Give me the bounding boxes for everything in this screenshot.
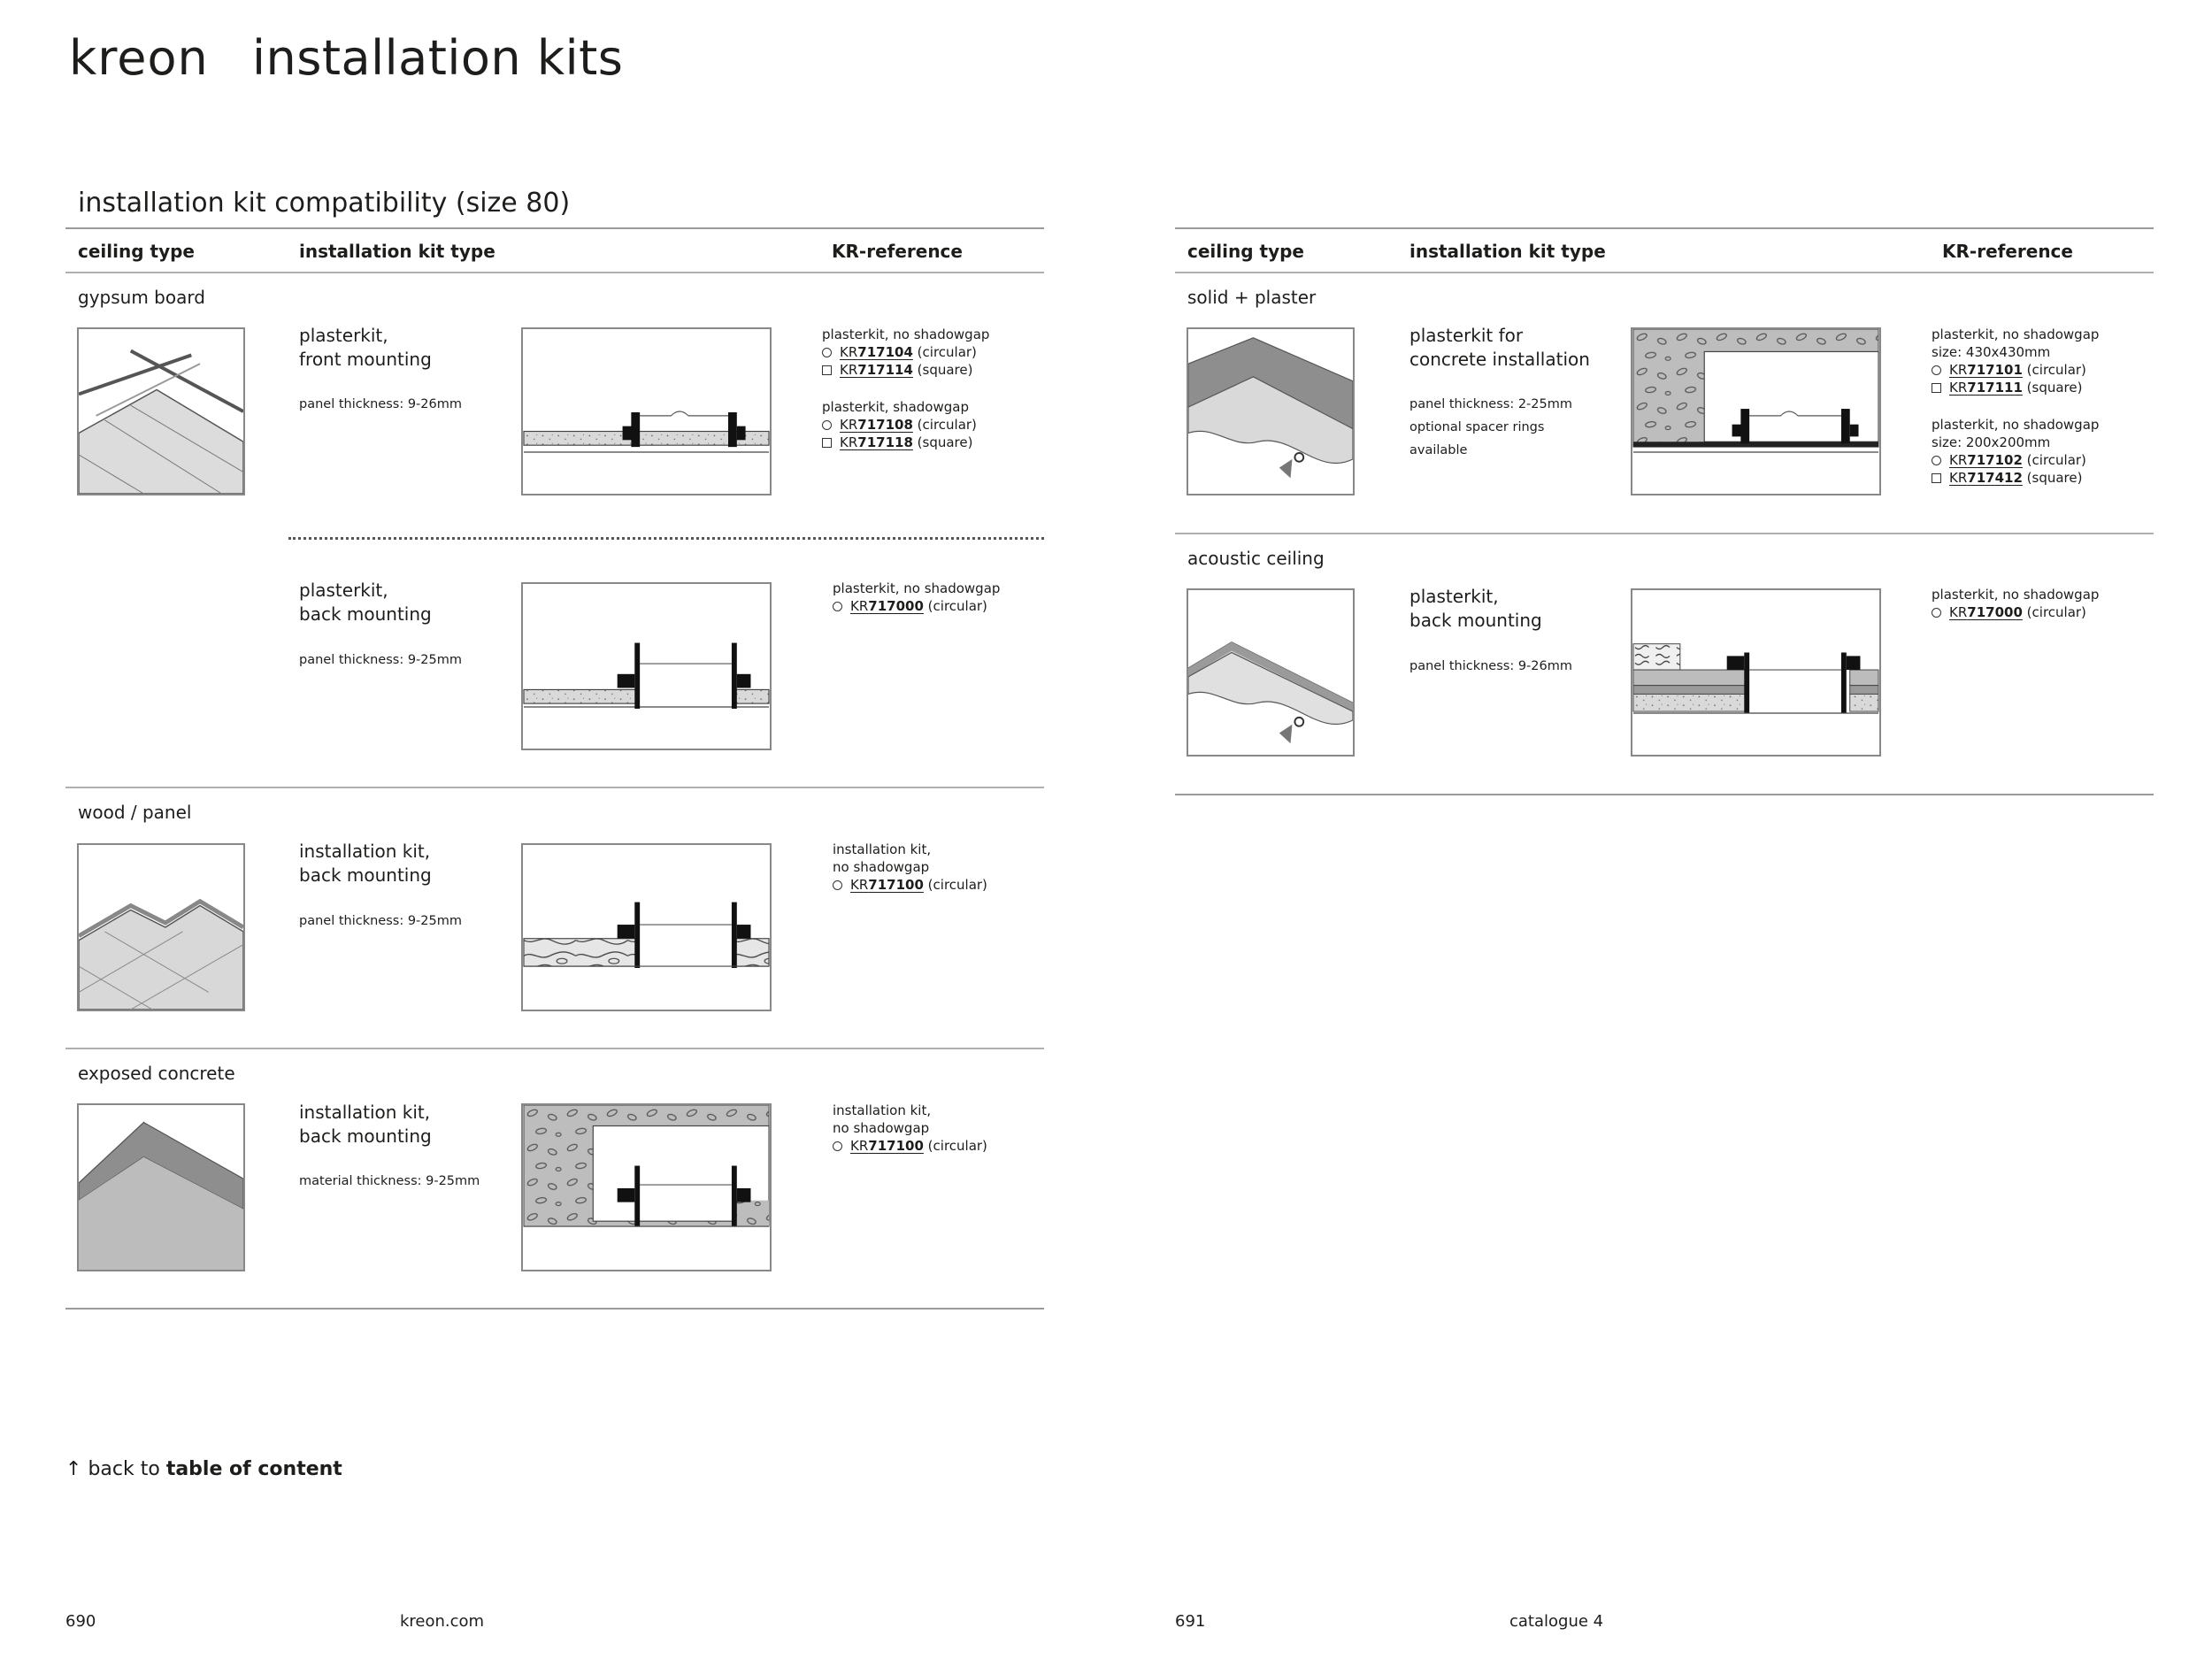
category-gypsum: gypsum board bbox=[78, 287, 205, 308]
ref-row[interactable]: KR717000 (circular) bbox=[1932, 603, 2099, 621]
table-top-rule bbox=[65, 227, 1044, 229]
ref-list-gypsum-back bbox=[833, 580, 1000, 615]
column-header-ceiling: ceiling type bbox=[78, 241, 195, 262]
column-header-ceiling-right: ceiling type bbox=[1187, 241, 1304, 262]
product-code-link[interactable]: KR717100 bbox=[850, 877, 924, 893]
circle-shape-icon bbox=[822, 420, 832, 430]
material-thickness-concrete: material thickness: 9-25mm bbox=[299, 1174, 480, 1188]
panel-thickness-acoustic: panel thickness: 9-26mm bbox=[1409, 659, 1572, 673]
product-code-link[interactable]: KR717118 bbox=[840, 434, 913, 450]
page-number-left: 690 bbox=[65, 1612, 96, 1631]
product-code-link[interactable]: KR717000 bbox=[1949, 604, 2023, 620]
ref-row[interactable]: KR717100 (circular) bbox=[833, 1137, 987, 1155]
ref-row[interactable]: KR717000 (circular) bbox=[833, 597, 1000, 615]
solid-plaster-illustration bbox=[1187, 327, 1355, 495]
header-bottom-rule-right bbox=[1175, 272, 2154, 273]
kit-type-gypsum-back: plasterkit, back mounting bbox=[299, 580, 432, 625]
ref-row[interactable]: KR717114 (square) bbox=[822, 361, 989, 379]
site-url[interactable]: kreon.com bbox=[400, 1612, 485, 1631]
circle-shape-icon bbox=[1932, 365, 1941, 375]
section-drawing-acoustic bbox=[1631, 588, 1881, 757]
section-drawing-gypsum-front bbox=[521, 327, 772, 495]
wood-panel-illustration bbox=[77, 843, 245, 1011]
category-acoustic: acoustic ceiling bbox=[1187, 548, 1325, 569]
kit-type-wood: installation kit, back mounting bbox=[299, 841, 432, 886]
ref-group-label: size: 200x200mm bbox=[1932, 434, 2051, 450]
square-shape-icon bbox=[1932, 473, 1941, 483]
catalogue-label: catalogue 4 bbox=[1509, 1612, 1604, 1631]
product-code-link[interactable]: KR717100 bbox=[850, 1138, 924, 1154]
circle-shape-icon bbox=[1932, 456, 1941, 465]
ref-row[interactable]: KR717412 (square) bbox=[1932, 469, 2099, 487]
ref-list-concrete bbox=[833, 1102, 987, 1155]
ref-group-label: plasterkit, no shadowgap bbox=[1932, 417, 2100, 433]
category-wood: wood / panel bbox=[78, 802, 192, 823]
section-drawing-solid-plaster bbox=[1631, 327, 1881, 495]
ref-group-label: plasterkit, no shadowgap bbox=[1932, 326, 2100, 342]
square-shape-icon bbox=[822, 438, 832, 448]
page-number-right: 691 bbox=[1175, 1612, 1206, 1631]
ref-group-label: plasterkit, no shadowgap bbox=[822, 326, 990, 342]
section-drawing-wood bbox=[521, 843, 772, 1011]
ref-row[interactable]: KR717111 (square) bbox=[1932, 379, 2099, 396]
table-bottom-rule bbox=[65, 1308, 1044, 1310]
circle-shape-icon bbox=[833, 602, 842, 611]
circle-shape-icon bbox=[1932, 608, 1941, 618]
gypsum-board-illustration bbox=[77, 327, 245, 495]
ref-row[interactable]: KR717101 (circular) bbox=[1932, 361, 2099, 379]
back-to-toc-link[interactable]: ↑ back to table of content bbox=[65, 1458, 342, 1480]
ref-group-label: size: 430x430mm bbox=[1932, 344, 2051, 360]
column-header-ref-right: KR-reference bbox=[1942, 241, 2073, 262]
table-top-rule-right bbox=[1175, 227, 2154, 229]
product-code-link[interactable]: KR717104 bbox=[840, 344, 913, 360]
square-shape-icon bbox=[1932, 383, 1941, 393]
ref-list-wood bbox=[833, 841, 987, 894]
table-bottom-rule-right bbox=[1175, 794, 2154, 795]
ref-row[interactable]: KR717118 (square) bbox=[822, 434, 989, 451]
ref-group-label: plasterkit, no shadowgap bbox=[1932, 587, 2100, 603]
ref-group-label: no shadowgap bbox=[833, 1120, 930, 1136]
category-solid-plaster: solid + plaster bbox=[1187, 287, 1317, 308]
arrow-up-icon: ↑ bbox=[65, 1458, 82, 1480]
row-divider bbox=[65, 787, 1044, 788]
kit-type-gypsum-front: plasterkit, front mounting bbox=[299, 325, 432, 370]
section-title: installation kit compatibility (size 80) bbox=[78, 188, 571, 219]
category-concrete: exposed concrete bbox=[78, 1063, 235, 1084]
column-header-ref: KR-reference bbox=[832, 241, 963, 262]
ref-row[interactable]: KR717102 (circular) bbox=[1932, 451, 2099, 469]
ref-group-label: plasterkit, shadowgap bbox=[822, 399, 969, 415]
product-code-link[interactable]: KR717000 bbox=[850, 598, 924, 614]
product-code-link[interactable]: KR717412 bbox=[1949, 470, 2023, 486]
circle-shape-icon bbox=[833, 1141, 842, 1151]
square-shape-icon bbox=[822, 365, 832, 375]
notes-solid-plaster: panel thickness: 2-25mm optional spacer rings available bbox=[1409, 397, 1572, 457]
kit-type-solid-plaster: plasterkit for concrete installation bbox=[1409, 325, 1590, 370]
column-header-kit: installation kit type bbox=[299, 241, 495, 262]
ref-list-gypsum-front bbox=[822, 326, 989, 451]
row-divider-right bbox=[1175, 533, 2154, 534]
product-code-link[interactable]: KR717108 bbox=[840, 417, 913, 433]
ref-list-solid-plaster bbox=[1932, 326, 2099, 487]
ref-row[interactable]: KR717100 (circular) bbox=[833, 876, 987, 894]
ref-group-label: plasterkit, no shadowgap bbox=[833, 580, 1001, 596]
product-code-link[interactable]: KR717114 bbox=[840, 362, 913, 378]
dotted-separator bbox=[288, 537, 1044, 540]
ref-group-label: installation kit, bbox=[833, 841, 932, 857]
section-drawing-gypsum-back bbox=[521, 582, 772, 750]
page-title: installation kits bbox=[252, 30, 624, 86]
ref-row[interactable]: KR717104 (circular) bbox=[822, 343, 989, 361]
ref-row[interactable]: KR717108 (circular) bbox=[822, 416, 989, 434]
exposed-concrete-illustration bbox=[77, 1103, 245, 1271]
product-code-link[interactable]: KR717111 bbox=[1949, 380, 2023, 396]
brand-logo: kreon bbox=[69, 30, 209, 86]
header-bottom-rule bbox=[65, 272, 1044, 273]
circle-shape-icon bbox=[833, 880, 842, 890]
toc-link-text[interactable]: table of content bbox=[165, 1458, 342, 1480]
column-header-kit-right: installation kit type bbox=[1409, 241, 1606, 262]
panel-thickness-wood: panel thickness: 9-25mm bbox=[299, 914, 462, 928]
ref-group-label: installation kit, bbox=[833, 1102, 932, 1118]
product-code-link[interactable]: KR717102 bbox=[1949, 452, 2023, 468]
row-divider bbox=[65, 1048, 1044, 1049]
ref-group-label: no shadowgap bbox=[833, 859, 930, 875]
panel-thickness-gypsum-back: panel thickness: 9-25mm bbox=[299, 653, 462, 667]
ref-list-acoustic bbox=[1932, 586, 2099, 621]
panel-thickness-gypsum-front: panel thickness: 9-26mm bbox=[299, 397, 462, 411]
kit-type-acoustic: plasterkit, back mounting bbox=[1409, 586, 1542, 631]
kit-type-concrete: installation kit, back mounting bbox=[299, 1102, 432, 1147]
circle-shape-icon bbox=[822, 348, 832, 357]
section-drawing-concrete bbox=[521, 1103, 772, 1271]
product-code-link[interactable]: KR717101 bbox=[1949, 362, 2023, 378]
acoustic-ceiling-illustration bbox=[1187, 588, 1355, 757]
